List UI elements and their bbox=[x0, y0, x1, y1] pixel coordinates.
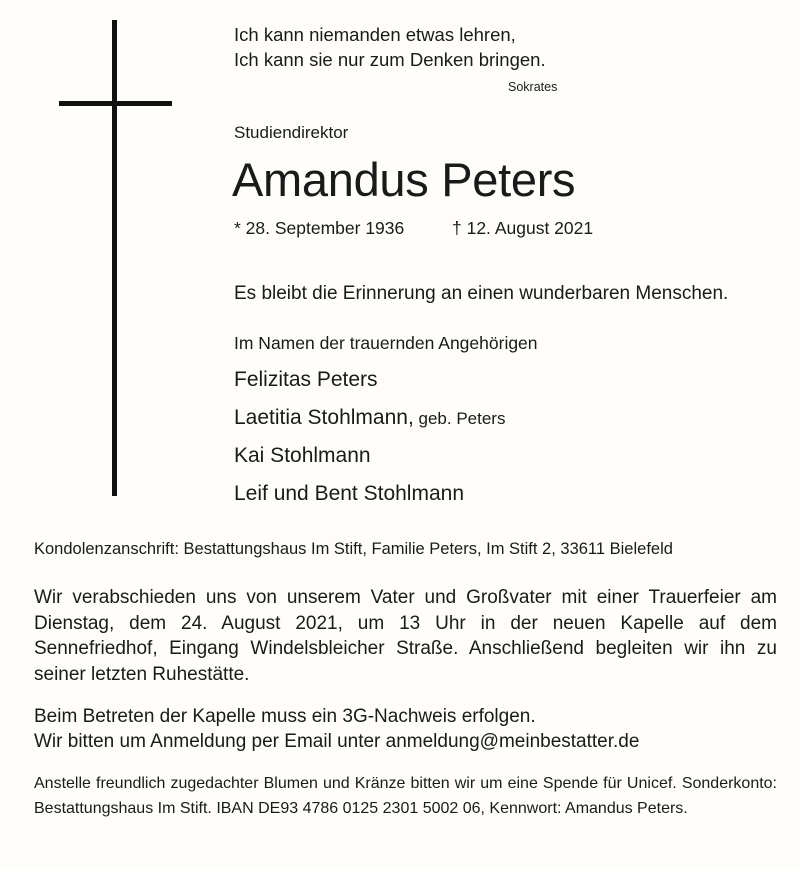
quote-line-1: Ich kann niemanden etwas lehren, bbox=[234, 24, 516, 45]
mourner-maiden-name: geb. Peters bbox=[413, 409, 506, 428]
death-date: † 12. August 2021 bbox=[452, 218, 594, 238]
mourner-name-text: Leif und Bent Stohlmann bbox=[234, 482, 464, 505]
mourner-name bbox=[234, 482, 464, 506]
notice-line-2: Wir bitten um Anmeldung per Email unter anmeldung@meinbestatter.de bbox=[34, 731, 640, 752]
deceased-title: Studiendirektor bbox=[234, 123, 349, 142]
condolence-address: Kondolenzanschrift: Bestattungshaus Im Stift, Familie Peters, Im Stift 2, 33611 Bielefeld bbox=[34, 540, 673, 558]
cross-vertical-bar bbox=[112, 20, 117, 496]
mourner-name-text: Kai Stohlmann bbox=[234, 444, 371, 467]
memory-text: Es bleibt die Erinnerung an einen wunderbaren Menschen. bbox=[234, 283, 729, 304]
mourner-name-text: Laetitia Stohlmann, bbox=[234, 406, 414, 429]
quote-author: Sokrates bbox=[508, 80, 558, 94]
quote bbox=[234, 22, 546, 72]
mourner-name bbox=[234, 444, 371, 468]
farewell-text: Wir verabschieden uns von unserem Vater und Großvater mit einer Trauerfeier am Dienstag, dem 24. August 2021, um 13 Uhr in der neuen Kapelle auf dem Sennefriedhof, Eingang Windelsbleicher Straße. Anschließend begleiten wir ihn zu seiner letzten Ruhestätte. bbox=[34, 587, 777, 685]
mourner-name bbox=[234, 406, 505, 430]
notice-line-1: Beim Betreten der Kapelle muss ein 3G-Nachweis erfolgen. bbox=[34, 706, 536, 727]
mourner-name-text: Felizitas Peters bbox=[234, 368, 378, 391]
donation-text: Anstelle freundlich zugedachter Blumen und Kränze bitten wir um eine Spende für Unicef. Sonderkonto: Bestattungshaus Im Stift. IBAN DE93 4786 0125 2301 5002 06, Kennwort: Amandus Peters. bbox=[34, 775, 777, 817]
mourner-name bbox=[234, 368, 378, 392]
deceased-name: Amandus Peters bbox=[232, 153, 576, 206]
birth-date: * 28. September 1936 bbox=[234, 218, 405, 238]
cross-horizontal-bar bbox=[59, 101, 172, 106]
quote-line-2: Ich kann sie nur zum Denken bringen. bbox=[234, 49, 546, 70]
mourners-intro: Im Namen der trauernden Angehörigen bbox=[234, 333, 538, 353]
